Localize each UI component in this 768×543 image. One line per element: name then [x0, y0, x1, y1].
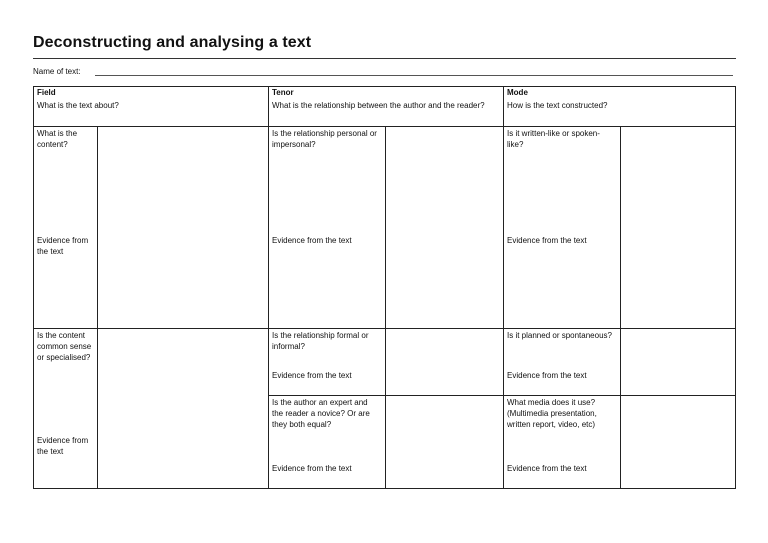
- tenor-formal-answer-cell[interactable]: [386, 329, 502, 394]
- mode-written-question: Is it written-like or spoken-like?: [507, 129, 600, 149]
- tenor-expert-question: Is the author an expert and the reader a novice? Or are they both equal?: [272, 398, 370, 429]
- analysis-table: [33, 86, 736, 489]
- tenor-evidence-label-1: Evidence from the text: [272, 236, 352, 245]
- page-title: Deconstructing and analysing a text: [33, 34, 312, 51]
- mode-media-answer-cell[interactable]: [621, 396, 734, 487]
- mode-written-answer-cell[interactable]: [621, 127, 734, 327]
- tenor-heading: Tenor: [272, 88, 294, 97]
- field-common-answer-cell[interactable]: [98, 329, 267, 487]
- column-divider-1: [268, 86, 269, 489]
- mode-evidence-label-3: Evidence from the text: [507, 464, 587, 473]
- title-divider: [33, 58, 736, 59]
- field-content-answer-cell[interactable]: [98, 127, 267, 327]
- tenor-question: What is the relationship between the author and the reader?: [272, 101, 485, 110]
- tenor-formal-question: Is the relationship formal or informal?: [272, 331, 369, 351]
- table-border-top: [33, 86, 736, 87]
- field-evidence-label-1: Evidence from the text: [37, 236, 89, 256]
- mode-media-question: What media does it use? (Multimedia presentation, written report, video, etc): [507, 398, 597, 429]
- mode-question: How is the text constructed?: [507, 101, 608, 110]
- tenor-expert-answer-cell[interactable]: [386, 396, 502, 487]
- table-border-right: [735, 86, 736, 489]
- column-divider-2: [503, 86, 504, 489]
- mode-heading: Mode: [507, 88, 528, 97]
- name-of-text-field[interactable]: [95, 75, 733, 76]
- tenor-evidence-label-3: Evidence from the text: [272, 464, 352, 473]
- mode-planned-question: Is it planned or spontaneous?: [507, 331, 612, 340]
- field-evidence-label-2: Evidence from the text: [37, 436, 89, 456]
- field-content-question: What is the content?: [37, 129, 78, 149]
- tenor-personal-question: Is the relationship personal or impersonal?: [272, 129, 377, 149]
- table-border-left: [33, 86, 34, 489]
- tenor-personal-answer-cell[interactable]: [386, 127, 502, 327]
- mode-planned-answer-cell[interactable]: [621, 329, 734, 394]
- name-of-text-label: Name of text:: [33, 67, 81, 76]
- field-question: What is the text about?: [37, 101, 119, 110]
- field-common-question: Is the content common sense or specialised?: [37, 331, 92, 362]
- mode-evidence-label-2: Evidence from the text: [507, 371, 587, 380]
- field-heading: Field: [37, 88, 56, 97]
- tenor-evidence-label-2: Evidence from the text: [272, 371, 352, 380]
- mode-evidence-label-1: Evidence from the text: [507, 236, 587, 245]
